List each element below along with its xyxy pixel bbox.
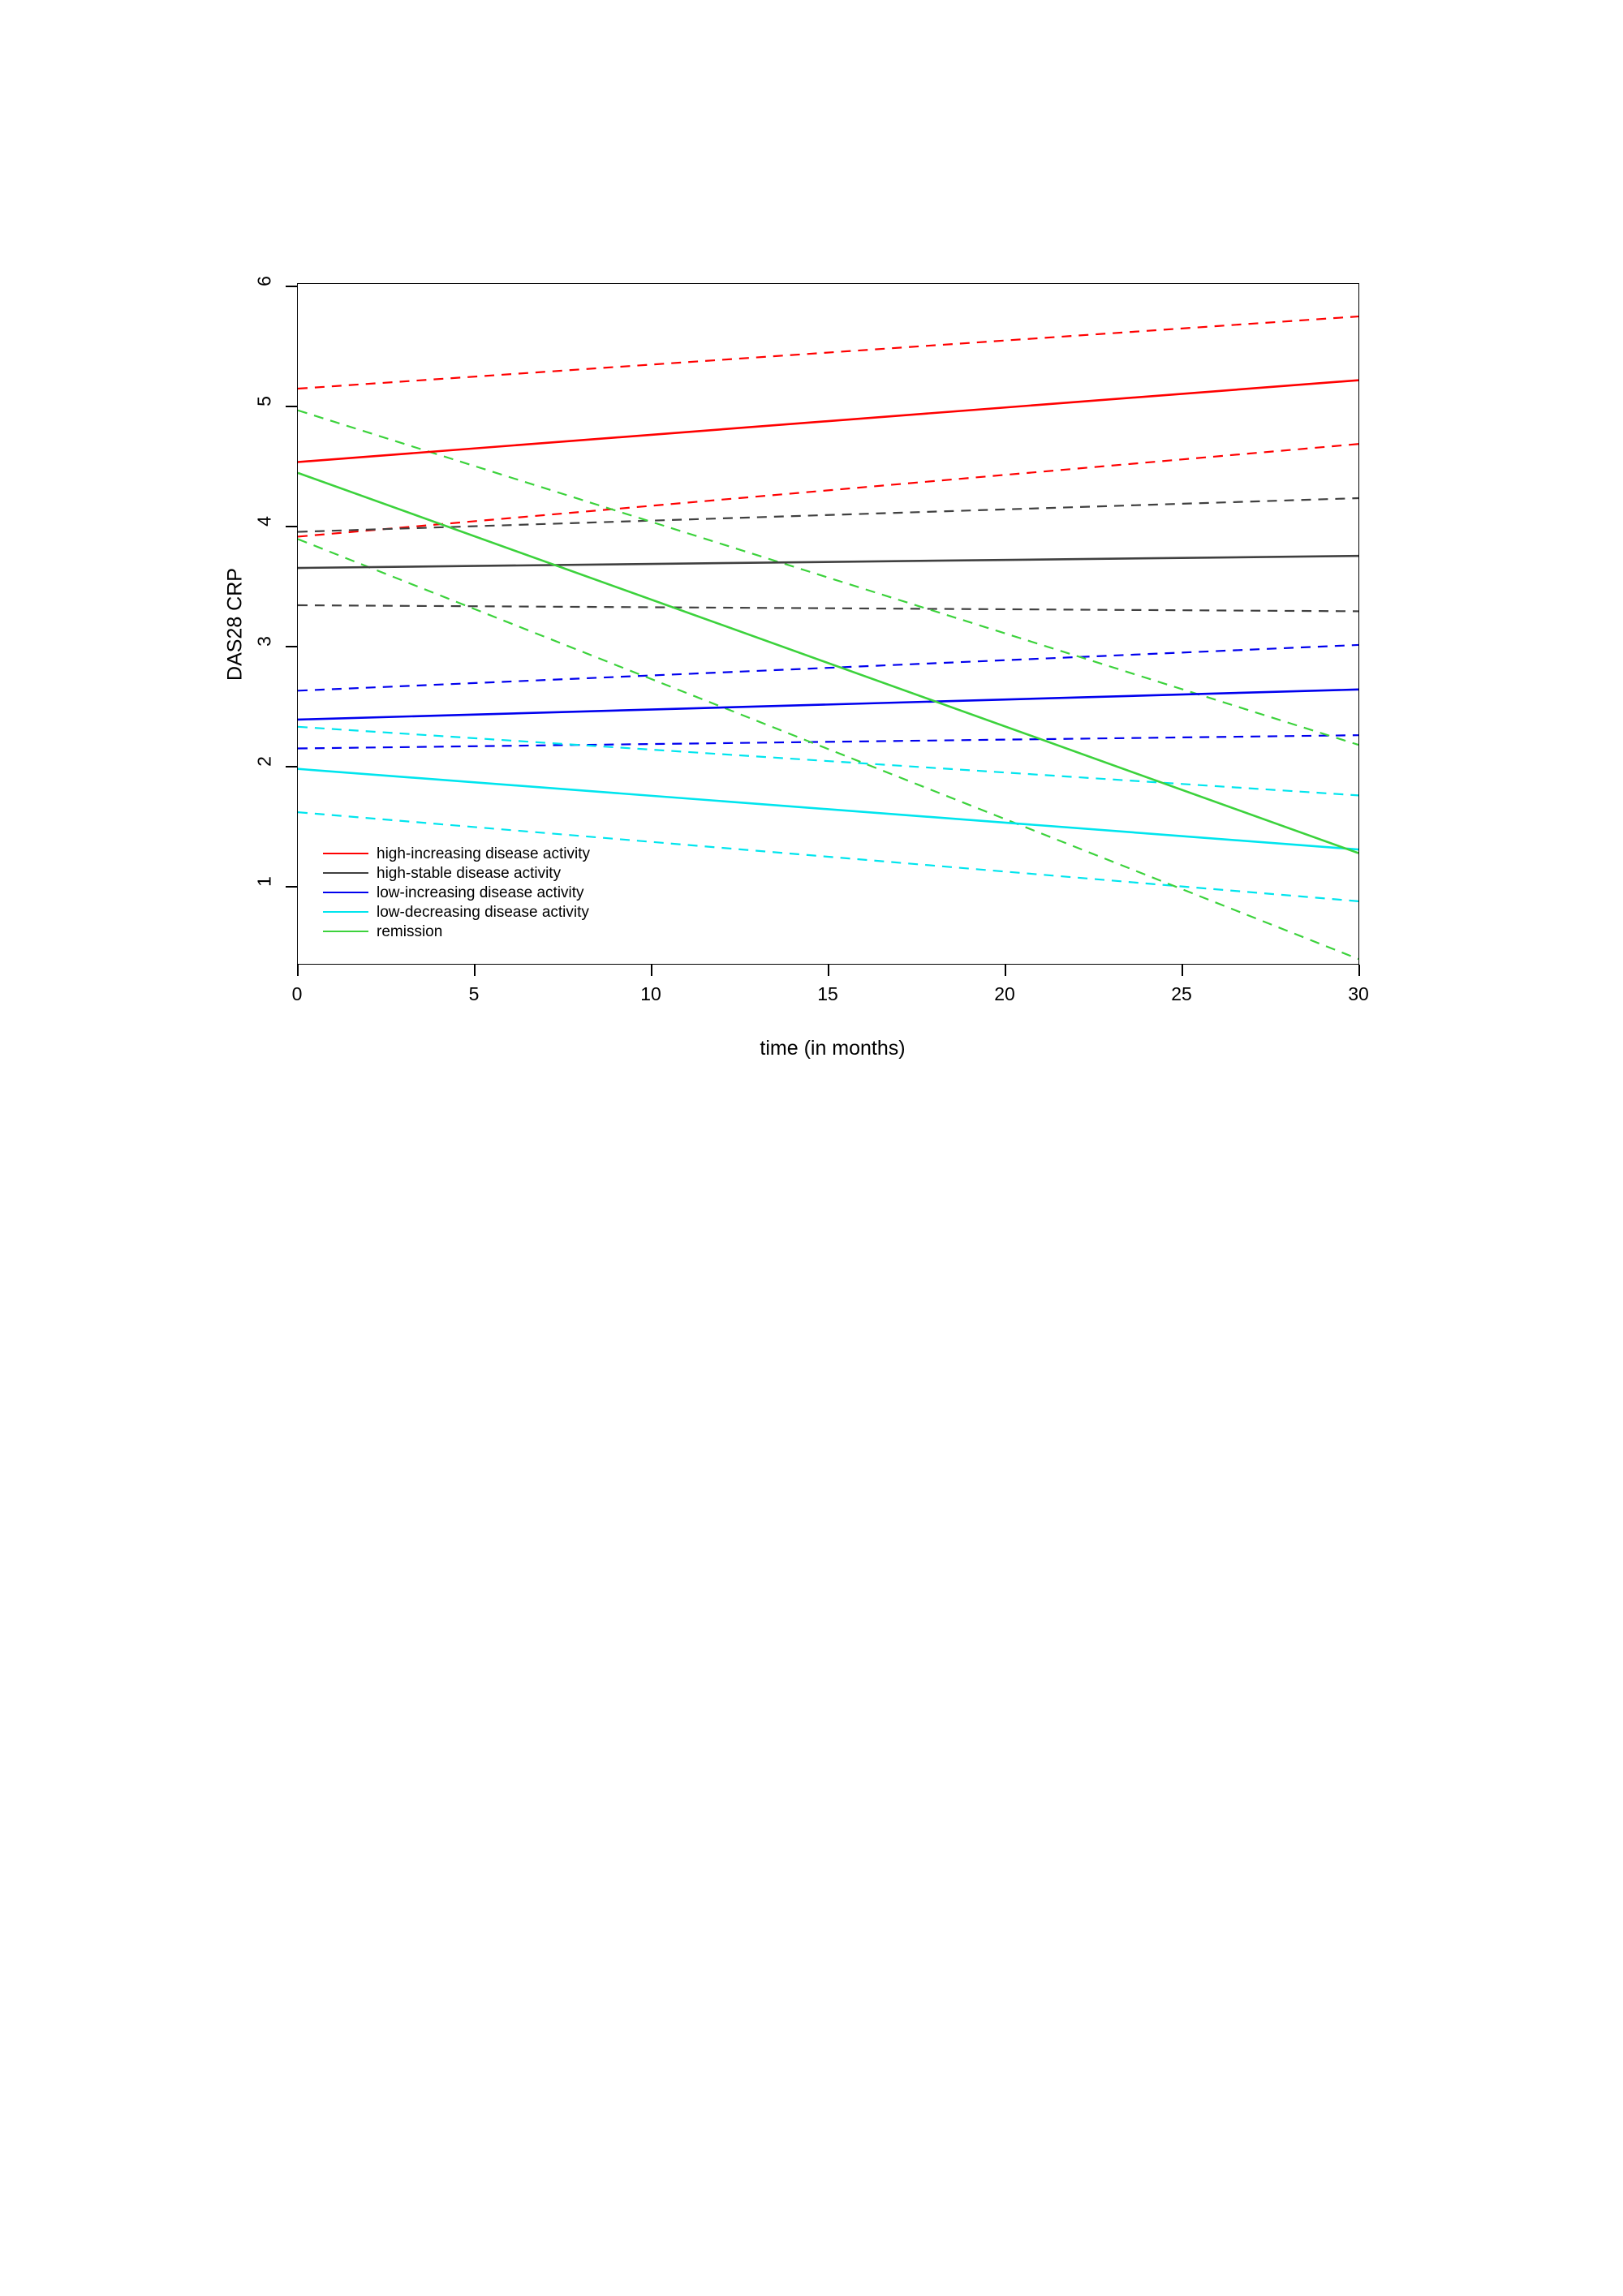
ci-upper-high-increasing-disease-activity (298, 316, 1358, 389)
ci-lower-high-increasing-disease-activity (298, 444, 1358, 536)
legend-swatch-remission (323, 931, 368, 932)
x-tickmark-10 (651, 965, 652, 976)
legend-swatch-low-increasing (323, 892, 368, 893)
y-tick-label-1: 1 (253, 876, 275, 887)
line-low-decreasing-disease-activity (298, 769, 1358, 849)
y-tick-label-5: 5 (253, 396, 275, 406)
x-tickmark-0 (297, 965, 299, 976)
ci-lower-high-stable-disease-activity (298, 605, 1358, 611)
legend-label-low-increasing: low-increasing disease activity (377, 884, 584, 901)
ci-upper-high-stable-disease-activity (298, 498, 1358, 532)
x-tickmark-15 (828, 965, 829, 976)
y-tick-label-6: 6 (253, 276, 275, 286)
ci-upper-low-increasing-disease-activity (298, 645, 1358, 690)
y-tickmark-4 (286, 526, 297, 527)
y-tickmark-2 (286, 766, 297, 767)
legend-item-high-increasing (323, 844, 704, 863)
x-tick-label-30: 30 (1348, 983, 1369, 1004)
x-tickmark-5 (474, 965, 476, 976)
x-tick-label-20: 20 (994, 983, 1015, 1004)
y-tickmark-1 (286, 886, 297, 888)
legend-item-low-increasing (323, 883, 704, 902)
line-high-increasing-disease-activity (298, 381, 1358, 462)
x-tick-label-0: 0 (291, 983, 303, 1004)
line-low-increasing-disease-activity (298, 690, 1358, 720)
x-tickmark-30 (1358, 965, 1360, 976)
legend-swatch-low-decreasing (323, 911, 368, 913)
legend-swatch-high-increasing (323, 853, 368, 854)
y-tickmark-5 (286, 406, 297, 407)
legend-swatch-high-stable (323, 872, 368, 874)
y-tick-label-3: 3 (253, 636, 275, 647)
x-tickmark-20 (1005, 965, 1006, 976)
line-remission (298, 473, 1358, 853)
x-tick-label-5: 5 (468, 983, 480, 1004)
y-tickmark-3 (286, 646, 297, 647)
legend-label-high-increasing: high-increasing disease activity (377, 845, 590, 862)
y-tick-label-4: 4 (253, 516, 275, 527)
chart-figure (0, 0, 1623, 1136)
y-tickmark-6 (286, 286, 297, 287)
legend-item-remission (323, 922, 704, 941)
x-tick-label-10: 10 (640, 983, 661, 1004)
x-tick-label-15: 15 (817, 983, 838, 1004)
x-tick-label-25: 25 (1171, 983, 1192, 1004)
legend-item-high-stable (323, 863, 704, 883)
legend-label-high-stable: high-stable disease activity (377, 864, 562, 882)
x-tickmark-25 (1182, 965, 1183, 976)
chart-legend (323, 844, 704, 941)
y-tick-label-2: 2 (253, 756, 275, 767)
legend-label-remission: remission (377, 922, 443, 940)
legend-item-low-decreasing (323, 902, 704, 922)
legend-label-low-decreasing: low-decreasing disease activity (377, 903, 589, 921)
line-high-stable-disease-activity (298, 556, 1358, 568)
y-axis-title: DAS28 CRP (223, 568, 247, 681)
x-axis-title: time (in months) (760, 1037, 906, 1060)
ci-upper-low-decreasing-disease-activity (298, 727, 1358, 796)
